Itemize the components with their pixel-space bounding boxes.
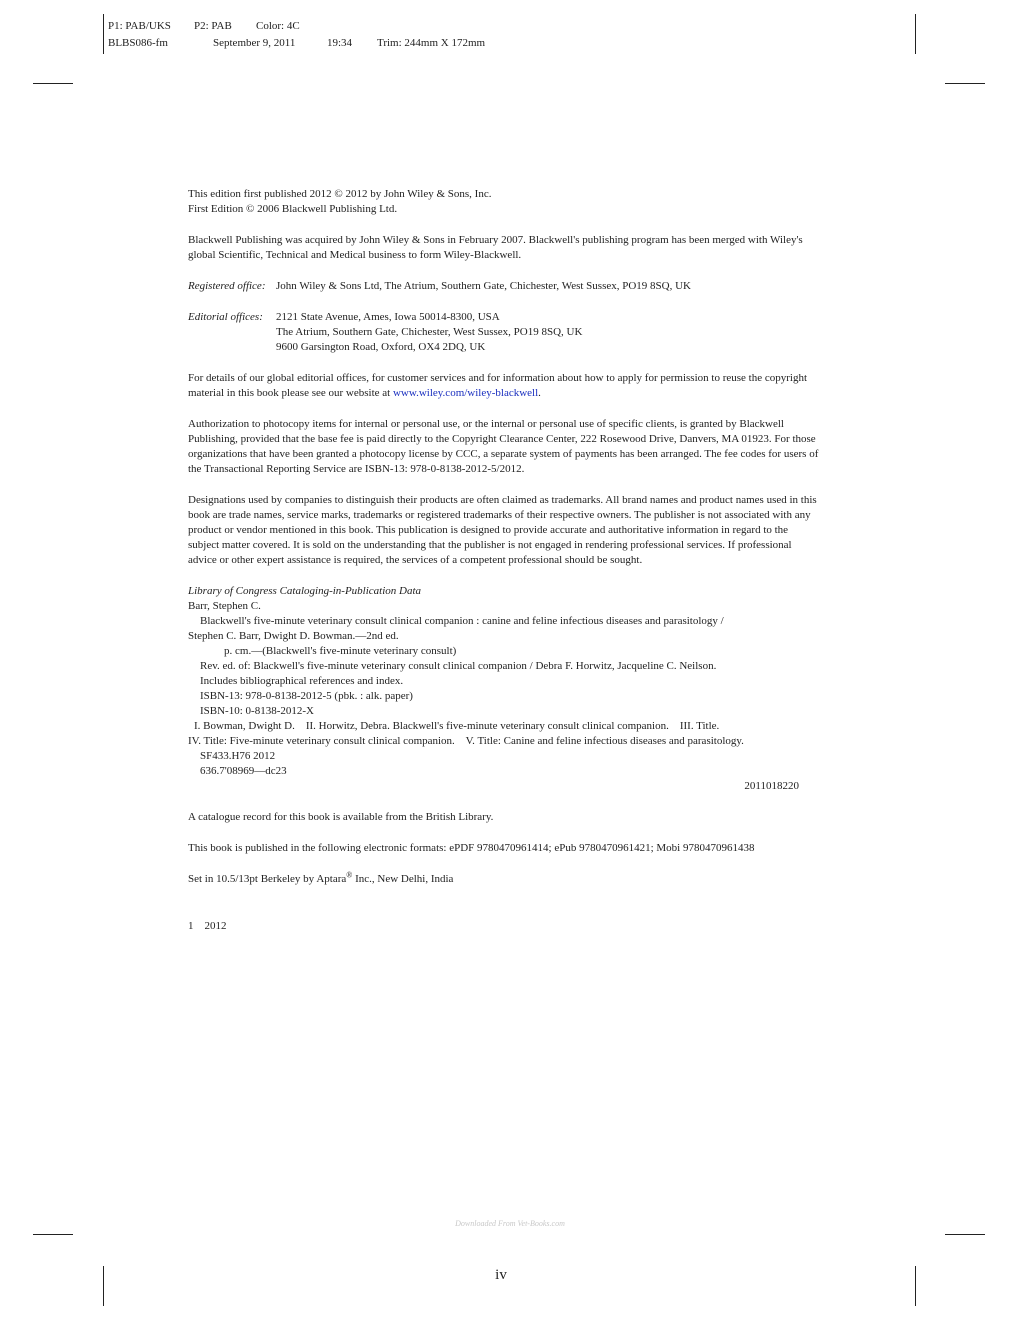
- editorial-offices-label: Editorial offices:: [188, 311, 263, 323]
- wiley-website-link[interactable]: www.wiley.com/wiley-blackwell: [392, 387, 539, 399]
- slug-p1: P1: PAB/UKS: [108, 20, 171, 32]
- details-paragraph: [188, 371, 820, 401]
- typesetting-text-end: Inc., New Delhi, India: [352, 873, 454, 885]
- registered-trademark-mark: ®: [346, 870, 353, 880]
- crop-mark-bottom-right-horizontal: [945, 1234, 985, 1235]
- registered-office-value: John Wiley & Sons Ltd, The Atrium, Southern Gate, Chichester, West Sussex, PO19 8SQ, UK: [276, 280, 691, 292]
- catalogue-note: A catalogue record for this book is available from the British Library.: [188, 811, 494, 823]
- cip-rev: Rev. ed. of: Blackwell's five-minute veterinary consult clinical companion / Debra F. Horwitz, Jacqueline C. Neilson.: [200, 660, 717, 672]
- registered-office-label: Registered office:: [188, 280, 266, 292]
- crop-mark-bottom-left-horizontal: [33, 1234, 73, 1235]
- cip-lccn: 2011018220: [744, 780, 799, 792]
- cip-title-line: Blackwell's five-minute veterinary consult clinical companion : canine and feline infectious diseases and parasitology /: [200, 615, 724, 627]
- details-text: For details of our global editorial offices, for customer services and for information about how to apply for permission to reuse the copyright material in this book please see our website at: [188, 372, 808, 399]
- cip-title-line: Stephen C. Barr, Dwight D. Bowman.—2nd ed.: [188, 630, 399, 642]
- cip-block: [188, 584, 820, 794]
- edition-line: This edition first published 2012 © 2012 by John Wiley & Sons, Inc.: [188, 188, 492, 200]
- cip-call-number: SF433.H76 2012: [200, 750, 276, 762]
- editorial-offices-row: [188, 310, 820, 355]
- crop-mark-top-right-horizontal: [945, 83, 985, 84]
- slug-time: 19:34: [327, 37, 353, 49]
- first-edition-line: First Edition © 2006 Blackwell Publishing Ltd.: [188, 203, 398, 215]
- copyright-page-body: [188, 187, 820, 934]
- cip-isbn13: ISBN-13: 978-0-8138-2012-5 (pbk. : alk. paper): [200, 690, 413, 702]
- cip-dewey: 636.7'08969—dc23: [200, 765, 287, 777]
- download-watermark: Downloaded From Vet-Books.com: [455, 1219, 565, 1228]
- editorial-offices-list: [276, 310, 820, 355]
- typesetting-text: Set in 10.5/13pt Berkeley by Aptara: [188, 873, 347, 885]
- registered-office-row: [188, 279, 820, 294]
- cip-heading: Library of Congress Cataloging-in-Publication Data: [188, 585, 422, 597]
- slug-file: BLBS086-fm: [108, 37, 168, 49]
- details-end: .: [538, 387, 541, 399]
- crop-mark-top-right-vertical: [915, 14, 916, 54]
- cip-pages: p. cm.—(Blackwell's five-minute veterinary consult): [224, 645, 457, 657]
- slug-trim: Trim: 244mm X 172mm: [377, 37, 486, 49]
- slug-color: Color: 4C: [256, 20, 300, 32]
- typesetting-note: [188, 872, 820, 887]
- authorization-paragraph: Authorization to photocopy items for internal or personal use, or the internal or personal use of specific clients, is granted by Blackwell Publishing, provided that the base fee is paid directly to the Copyright Clearance Center, 222 Rosewood Drive, Danvers, MA 01923. For those organizations that have been granted a photocopy license by CCC, a separate system of payments has been arranged. The fee codes for users of the Transactional Reporting Service are ISBN-13: 978-0-8138-2012-5/2012.: [188, 418, 819, 475]
- crop-mark-top-left-horizontal: [33, 83, 73, 84]
- acquisition-paragraph: Blackwell Publishing was acquired by John Wiley & Sons in February 2007. Blackwell's publishing program has been merged with Wiley's global Scientific, Technical and Medical business to form Wiley-Blackwell.: [188, 234, 803, 261]
- electronic-formats-note: This book is published in the following electronic formats: ePDF 9780470961414; ePub 9780470961421; Mobi 9780470961438: [188, 842, 755, 854]
- designations-paragraph: Designations used by companies to distinguish their products are often claimed as trademarks. All brand names and product names used in this book are trade names, service marks, trademarks or registered trademarks of their respective owners. The publisher is not associated with any product or vendor mentioned in this book. This publication is designed to provide accurate and authoritative information in regard to the subject matter covered. It is sold on the understanding that the publisher is not engaged in rendering professional services. If professional advice or other expert assistance is required, the services of a competent professional should be sought.: [188, 494, 817, 566]
- crop-mark-top-left-vertical: [103, 14, 104, 54]
- editorial-office-address: 2121 State Avenue, Ames, Iowa 50014-8300, USA: [276, 311, 500, 323]
- printing-line: 1 2012: [188, 920, 227, 932]
- cip-includes: Includes bibliographical references and index.: [200, 675, 404, 687]
- cip-isbn10: ISBN-10: 0-8138-2012-X: [200, 705, 314, 717]
- editorial-office-address: 9600 Garsington Road, Oxford, OX4 2DQ, UK: [276, 341, 486, 353]
- cip-author: Barr, Stephen C.: [188, 600, 261, 612]
- page-number: iv: [495, 1267, 507, 1283]
- slug-p2: P2: PAB: [194, 20, 232, 32]
- slug-date: September 9, 2011: [213, 37, 296, 49]
- editorial-office-address: The Atrium, Southern Gate, Chichester, West Sussex, PO19 8SQ, UK: [276, 326, 583, 338]
- cip-subjects-line: I. Bowman, Dwight D. II. Horwitz, Debra. Blackwell's five-minute veterinary consult clinical companion. III. Title.: [194, 720, 720, 732]
- cip-subjects-line: IV. Title: Five-minute veterinary consult clinical companion. V. Title: Canine and feline infectious diseases and parasitology.: [188, 735, 744, 747]
